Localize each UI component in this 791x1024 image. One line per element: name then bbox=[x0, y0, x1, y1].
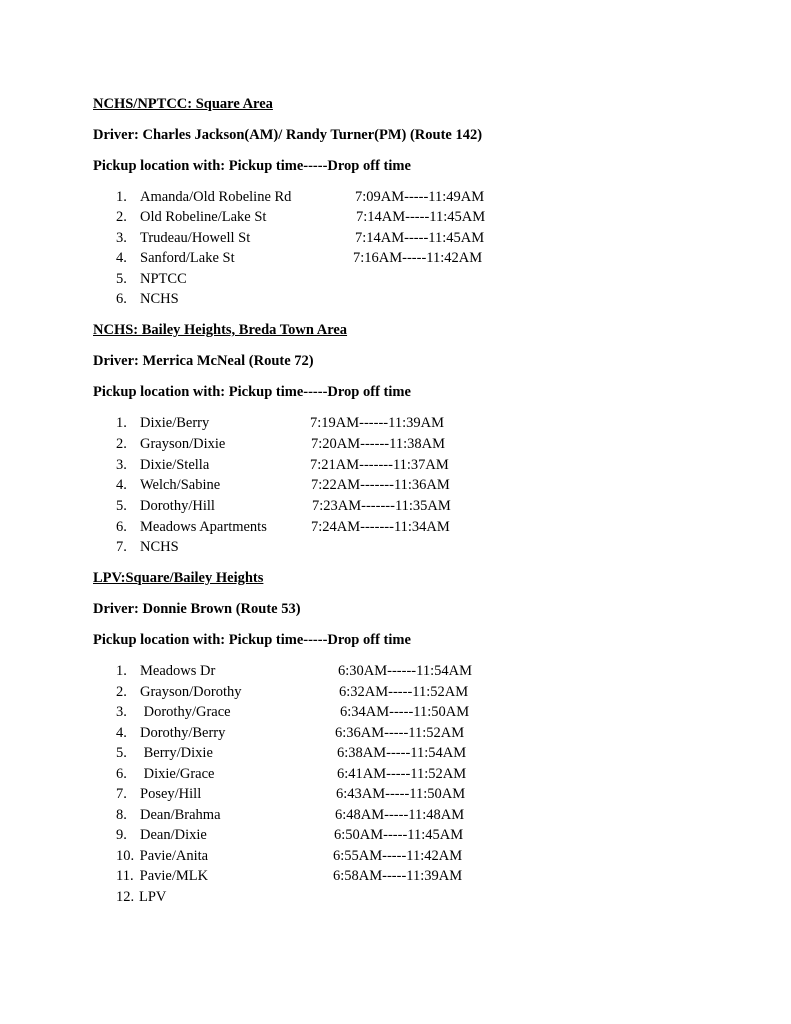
stop-number: 5. bbox=[116, 271, 127, 287]
stop-times: 6:58AM-----11:39AM bbox=[333, 868, 463, 884]
section-3-driver: Driver: Donnie Brown (Route 53) bbox=[93, 601, 301, 617]
stop-location: Dorothy/Berry bbox=[140, 725, 226, 741]
stop-number: 12. bbox=[116, 889, 135, 905]
stop-location: LPV bbox=[139, 889, 167, 905]
stop-times: 7:23AM-------11:35AM bbox=[312, 498, 451, 514]
stop-number: 1. bbox=[116, 415, 127, 431]
stop-number: 1. bbox=[116, 663, 127, 679]
stop-location: Amanda/Old Robeline Rd bbox=[140, 189, 292, 205]
stop-location: Grayson/Dixie bbox=[140, 436, 226, 452]
stop-number: 5. bbox=[116, 498, 127, 514]
stop-number: 9. bbox=[116, 827, 127, 843]
stop-times: 6:36AM-----11:52AM bbox=[335, 725, 465, 741]
stop-times: 6:38AM-----11:54AM bbox=[337, 745, 467, 761]
section-2-title: NCHS: Bailey Heights, Breda Town Area bbox=[93, 322, 348, 338]
stop-times: 6:41AM-----11:52AM bbox=[337, 766, 467, 782]
stop-number: 2. bbox=[116, 209, 127, 225]
stop-times: 6:48AM-----11:48AM bbox=[335, 807, 465, 823]
stop-number: 11. bbox=[116, 868, 134, 884]
stop-location: Dixie/Stella bbox=[140, 457, 210, 473]
section-1-driver: Driver: Charles Jackson(AM)/ Randy Turner(PM) (Route 142) bbox=[93, 127, 483, 143]
stop-times: 7:14AM-----11:45AM bbox=[356, 209, 486, 225]
section-1-pickup-header: Pickup location with: Pickup time-----Drop off time bbox=[93, 158, 411, 174]
section-2-driver: Driver: Merrica McNeal (Route 72) bbox=[93, 353, 314, 369]
stop-number: 3. bbox=[116, 230, 127, 246]
stop-times: 7:16AM-----11:42AM bbox=[353, 250, 483, 266]
stop-number: 10. bbox=[116, 848, 135, 864]
stop-location: Dorothy/Hill bbox=[140, 498, 215, 514]
stop-number: 6. bbox=[116, 519, 127, 535]
section-3-pickup-header: Pickup location with: Pickup time-----Drop off time bbox=[93, 632, 411, 648]
stop-number: 2. bbox=[116, 684, 127, 700]
stop-location: Posey/Hill bbox=[140, 786, 202, 802]
stop-number: 8. bbox=[116, 807, 127, 823]
section-1-title: NCHS/NPTCC: Square Area bbox=[93, 96, 273, 112]
stop-times: 6:32AM-----11:52AM bbox=[339, 684, 469, 700]
stop-times: 6:50AM-----11:45AM bbox=[334, 827, 464, 843]
stop-location: NCHS bbox=[140, 539, 179, 555]
stop-number: 6. bbox=[116, 291, 127, 307]
stop-number: 3. bbox=[116, 457, 127, 473]
stop-number: 2. bbox=[116, 436, 127, 452]
stop-location: Dixie/Grace bbox=[140, 766, 215, 782]
stop-location: Dixie/Berry bbox=[140, 415, 210, 431]
stop-location: Dean/Dixie bbox=[140, 827, 207, 843]
stop-times: 7:21AM-------11:37AM bbox=[310, 457, 449, 473]
stop-location: Old Robeline/Lake St bbox=[140, 209, 267, 225]
stop-number: 3. bbox=[116, 704, 127, 720]
stop-location: Dean/Brahma bbox=[140, 807, 221, 823]
stop-times: 6:34AM-----11:50AM bbox=[340, 704, 470, 720]
stop-location: NPTCC bbox=[140, 271, 187, 287]
stop-times: 7:19AM------11:39AM bbox=[310, 415, 444, 431]
stop-location: Pavie/MLK bbox=[136, 868, 209, 884]
stop-times: 7:09AM-----11:49AM bbox=[355, 189, 485, 205]
stop-number: 1. bbox=[116, 189, 127, 205]
stop-times: 7:24AM-------11:34AM bbox=[311, 519, 450, 535]
section-2-pickup-header: Pickup location with: Pickup time-----Drop off time bbox=[93, 384, 411, 400]
stop-location: Pavie/Anita bbox=[136, 848, 209, 864]
stop-location: Sanford/Lake St bbox=[140, 250, 235, 266]
stop-location: Grayson/Dorothy bbox=[140, 684, 242, 700]
stop-location: Welch/Sabine bbox=[140, 477, 221, 493]
stop-location: Berry/Dixie bbox=[140, 745, 213, 761]
section-3-title: LPV:Square/Bailey Heights bbox=[93, 570, 264, 586]
stop-number: 7. bbox=[116, 539, 127, 555]
stop-times: 7:20AM------11:38AM bbox=[311, 436, 445, 452]
stop-location: NCHS bbox=[140, 291, 179, 307]
stop-number: 4. bbox=[116, 250, 127, 266]
stop-times: 6:30AM------11:54AM bbox=[338, 663, 472, 679]
stop-times: 6:43AM-----11:50AM bbox=[336, 786, 466, 802]
stop-number: 5. bbox=[116, 745, 127, 761]
stop-times: 6:55AM-----11:42AM bbox=[333, 848, 463, 864]
stop-location: Meadows Apartments bbox=[140, 519, 267, 535]
stop-location: Dorothy/Grace bbox=[140, 704, 231, 720]
stop-number: 4. bbox=[116, 725, 127, 741]
stop-times: 7:14AM-----11:45AM bbox=[355, 230, 485, 246]
stop-number: 7. bbox=[116, 786, 127, 802]
stop-number: 4. bbox=[116, 477, 127, 493]
stop-times: 7:22AM-------11:36AM bbox=[311, 477, 450, 493]
stop-location: Meadows Dr bbox=[140, 663, 216, 679]
stop-location: Trudeau/Howell St bbox=[140, 230, 251, 246]
stop-number: 6. bbox=[116, 766, 127, 782]
